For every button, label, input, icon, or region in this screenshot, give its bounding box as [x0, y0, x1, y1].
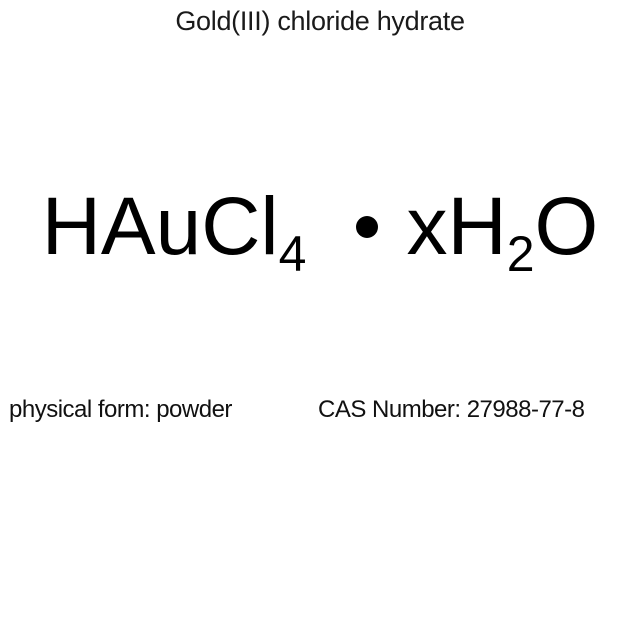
page-title: Gold(III) chloride hydrate — [175, 6, 465, 36]
formula-hydrate-prefix: xH — [406, 181, 507, 272]
formula-hydrate — [406, 181, 599, 282]
formula-compound — [41, 181, 307, 282]
formula-hydrate-suffix: O — [534, 181, 599, 272]
chemical-formula — [0, 181, 640, 282]
formula-hydrate-subscript: 2 — [506, 226, 535, 282]
physical-form-text: physical form: powder — [9, 396, 232, 423]
hydrate-dot-icon — [356, 216, 378, 238]
cas-number-text: CAS Number: 27988-77-8 — [318, 396, 585, 423]
formula-compound-subscript: 4 — [278, 226, 307, 282]
formula-compound-main: HAuCl — [41, 181, 279, 272]
